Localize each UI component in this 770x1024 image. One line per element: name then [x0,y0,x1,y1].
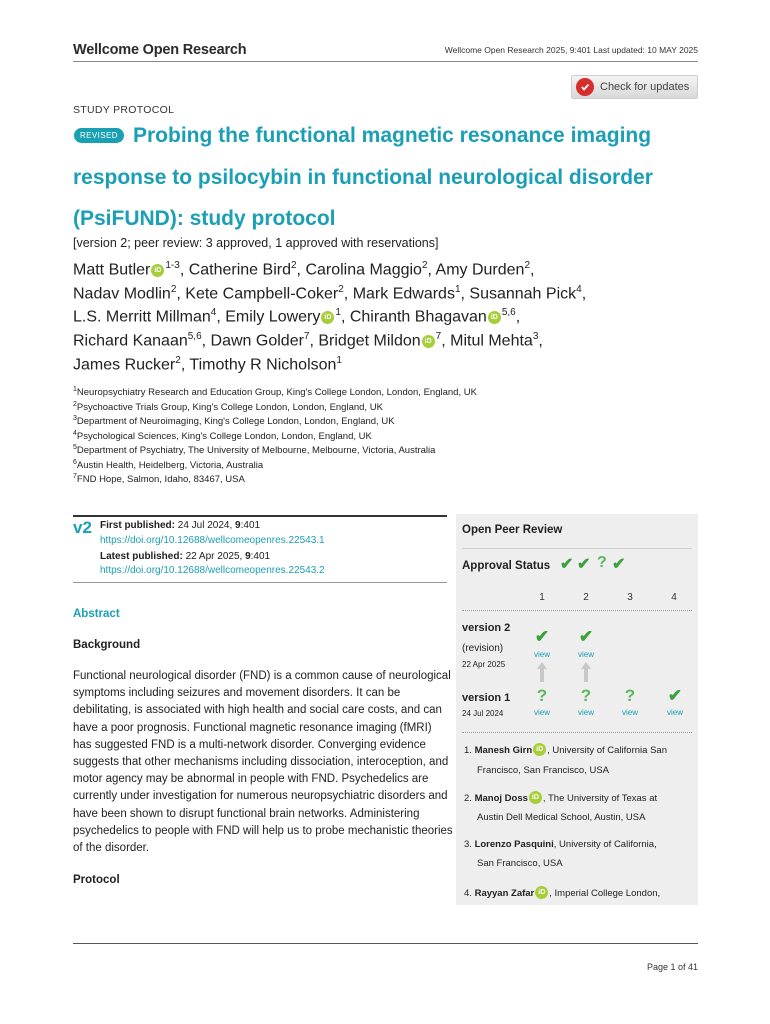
affiliation-ref: 2 [421,260,428,271]
separator: , [515,308,521,326]
reviewer-affiliation: , The University of Texas at [542,793,658,804]
affiliation-text: Department of Neuroimaging, King's College London, London, England, UK [76,416,395,428]
affiliation-ref: 1 [454,284,461,295]
author-line-4 [73,331,543,350]
affiliation-text: FND Hope, Salmon, Idaho, 83467, USA [76,474,245,486]
affiliation-number: 6 [73,459,77,466]
volume: 9 [235,520,241,531]
table-divider [462,610,692,611]
reviewer-affiliation: , Imperial College London, [549,888,661,899]
approved-icon[interactable]: ✔ [667,686,683,705]
article-number: :401 [250,551,271,562]
author-line-5 [73,355,342,374]
affiliation-ref: 4 [576,284,582,295]
reviewer-item [464,791,657,804]
background-heading: Background [73,639,141,651]
author-name[interactable]: , Dawn Golder [201,332,304,350]
author-name[interactable]: , Carolina Maggio [296,261,422,279]
reviewer-number: 2. [464,793,472,804]
arrow-up-icon [537,662,547,687]
affiliation-ref: 2 [170,284,177,295]
abstract-heading: Abstract [73,608,120,620]
affiliation-ref: 1-3 [165,260,180,271]
author-line-3 [73,307,520,326]
affiliation-ref: 2 [175,355,181,366]
journal-logo[interactable]: Wellcome Open Research [73,42,247,58]
reviewer-name[interactable]: Lorenzo Pasquini [474,839,554,850]
affiliation-ref: 2 [338,284,344,295]
author-name[interactable]: , Timothy R Nicholson [180,356,337,374]
version2-sub: (revision) [462,643,504,654]
check-updates-label: Check for updates [600,81,690,93]
version2-label: version 2 [462,622,511,634]
reservations-icon: ? [597,554,607,571]
peer-review-divider [462,548,692,549]
author-name[interactable]: Richard Kanaan [73,332,188,350]
reviewer-affiliation: , University of California, [553,839,657,850]
background-text: Functional neurological disorder (FND) is a common cause of neurological symptoms including seizures and movement disorders. It can be debilitating, is associated with high health and social care costs, and can have a poor prognosis. Functional magnetic resonance imaging (fMRI) has suggested FND is a multi-network disorder. Converging evidence suggests that other mechanisms including dissociation, interoception, and motor agency may be abnormal in people with FND. Psychedelics are currently under investigation for numerous neuropsychiatric disorders and have been shown to disrupt functional brain networks. Administering psychedelics to people with FND will help us to probe mechanistic theories of the disorder. [73,670,453,855]
approved-icon: ✔ [577,556,591,573]
affiliation-number: 4 [73,430,77,437]
reviewer-column-1: 1 [539,592,545,603]
view-report-link[interactable]: view [533,650,550,659]
affiliation [73,401,383,413]
affiliation-ref: 1 [335,307,341,318]
author-name[interactable]: , Catherine Bird [179,261,291,279]
view-report-link[interactable]: view [666,708,683,717]
first-doi-link[interactable]: https://doi.org/10.12688/wellcomeopenres.22543.1 [100,535,325,546]
author-name[interactable]: L.S. Merritt Millman [73,308,211,326]
separator: , [530,261,535,279]
affiliation [73,415,395,427]
reviewer-item [464,886,660,899]
reviewer-affiliation-cont: San Francisco, USA [477,858,563,869]
article-number: :401 [240,520,261,531]
orcid-icon[interactable]: iD [533,743,546,756]
author-line-2 [73,284,586,303]
version2-date: 22 Apr 2025 [462,660,506,669]
approved-icon[interactable]: ✔ [534,627,550,646]
publication-divider-bottom [73,582,447,583]
approved-icon: ✔ [560,556,574,573]
affiliation-text: Austin Health, Heidelberg, Victoria, Australia [76,460,264,472]
first-published-label: First published: [100,520,175,531]
affiliation-ref: 2 [290,260,297,271]
orcid-icon[interactable]: iD [529,791,542,804]
reviewer-item [464,743,667,756]
affiliation-ref: 2 [524,260,531,271]
reservations-icon[interactable]: ? [580,686,592,705]
affiliation-number: 2 [73,401,77,408]
affiliation-ref: 5,6 [501,307,516,318]
orcid-icon[interactable]: iD [151,264,164,277]
reviewer-name[interactable]: Manesh Girn [474,745,533,756]
check-updates-button[interactable] [571,75,698,99]
reservations-icon[interactable]: ? [624,686,636,705]
peer-review-title: Open Peer Review [462,524,563,536]
affiliation-ref: 7 [435,331,442,342]
article-title-line3: (PsiFUND): study protocol [73,207,336,230]
revised-badge: REVISED [74,128,124,143]
view-report-link[interactable]: view [621,708,638,717]
approval-status-label: Approval Status [462,560,551,572]
reviewer-number: 1. [464,745,472,756]
author-name[interactable]: James Rucker [73,356,176,374]
orcid-icon[interactable]: iD [321,311,334,324]
affiliation-number: 5 [73,444,77,451]
affiliation-text: Psychoactive Trials Group, King's College London, London, England, UK [76,402,383,414]
reviewer-column-2: 2 [583,592,589,603]
separator: , [581,285,587,303]
version-tag: v2 [73,518,92,537]
author-name[interactable]: , Amy Durden [427,261,525,279]
affiliation-text: Psychological Sciences, King's College London, London, England, UK [76,431,372,443]
version-status: [version 2; peer review: 3 approved, 1 approved with reservations] [73,236,439,250]
reviewer-affiliation-cont: Francisco, San Francisco, USA [477,765,609,776]
affiliation-ref: 7 [303,331,310,342]
reviewer-name[interactable]: Manoj Doss [474,793,528,804]
affiliation [73,444,435,456]
table-divider [462,732,692,733]
crossmark-icon [576,78,594,96]
author-name[interactable]: , Mark Edwards [343,285,455,303]
article-type: STUDY PROTOCOL [73,104,175,116]
affiliation-ref: 1 [336,355,342,366]
separator: , [538,332,543,350]
author-name[interactable]: , Emily Lowery [216,308,321,326]
latest-doi-link[interactable]: https://doi.org/10.12688/wellcomeopenres.22543.2 [100,565,325,576]
author-name[interactable]: , Chiranth Bhagavan [340,308,487,326]
volume: 9 [245,551,251,562]
author-name[interactable]: , Bridget Mildon [309,332,421,350]
author-name[interactable]: Matt Butler [73,261,151,279]
reviewer-number: 4. [464,888,472,899]
affiliation-number: 7 [73,473,77,480]
approved-icon[interactable]: ✔ [578,627,594,646]
author-line-1 [73,260,534,279]
first-published [100,520,260,531]
reviewer-name[interactable]: Rayyan Zafar [474,888,535,899]
orcid-icon[interactable]: iD [422,335,435,348]
affiliation-ref: 4 [210,307,217,318]
reviewer-column-4: 4 [671,592,677,603]
view-report-link[interactable]: view [577,708,594,717]
protocol-heading: Protocol [73,874,120,886]
view-report-link[interactable]: view [577,650,594,659]
latest-published-label: Latest published: [100,551,183,562]
reviewer-affiliation-cont: Austin Dell Medical School, Austin, USA [477,812,646,823]
author-name[interactable]: , Mitul Mehta [441,332,533,350]
reviewer-item [464,839,657,850]
reviewer-column-3: 3 [627,592,633,603]
latest-published [100,551,270,562]
approved-icon: ✔ [612,556,626,573]
header-meta: Wellcome Open Research 2025, 9:401 Last updated: 10 MAY 2025 [444,45,698,55]
affiliation-number: 1 [73,386,77,393]
header-divider [73,61,698,62]
version1-label: version 1 [462,692,511,704]
author-name[interactable]: Nadav Modlin [73,285,171,303]
affiliation-ref: 5,6 [187,331,202,342]
article-title-line2: response to psilocybin in functional neurological disorder [73,166,653,189]
arrow-up-icon [581,662,591,687]
affiliation [73,473,245,485]
affiliation-text: Department of Psychiatry, The University of Melbourne, Melbourne, Victoria, Australia [76,445,436,457]
article-title: Probing the functional magnetic resonance imaging [133,124,652,147]
affiliation-ref: 3 [532,331,539,342]
author-name[interactable]: , Susannah Pick [460,285,577,303]
footer-divider [73,943,698,944]
publication-divider [73,515,447,517]
reservations-icon[interactable]: ? [536,686,548,705]
page-number: Page 1 of 41 [646,962,698,972]
affiliation-text: Neuropsychiatry Research and Education Group, King's College London, London, England, UK [76,387,477,399]
orcid-icon[interactable]: iD [535,886,548,899]
affiliation [73,459,263,471]
version1-date: 24 Jul 2024 [462,709,504,718]
first-published-date: 24 Jul 2024, [175,520,236,531]
author-name[interactable]: , Kete Campbell-Coker [176,285,339,303]
orcid-icon[interactable]: iD [488,311,501,324]
latest-published-date: 22 Apr 2025, [182,551,246,562]
affiliation [73,386,477,398]
view-report-link[interactable]: view [533,708,550,717]
affiliation [73,430,372,442]
reviewer-affiliation: , University of California San [547,745,667,756]
reviewer-number: 3. [464,839,472,850]
affiliation-number: 3 [73,415,77,422]
